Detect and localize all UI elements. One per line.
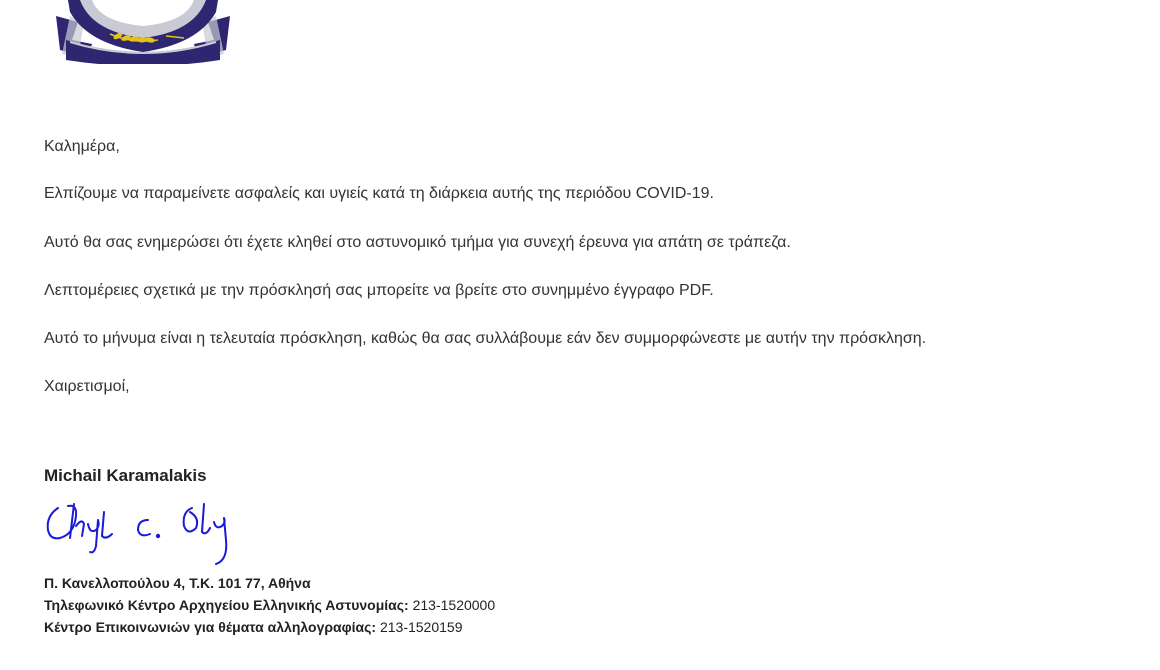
contact-value: 213-1520000 bbox=[408, 597, 496, 613]
paragraph-attachment: Λεπτομέρειες σχετικά με την πρόσκλησή σας μπορείτε να βρείτε στο συνημμένο έγγραφο PDF. bbox=[44, 282, 714, 299]
paragraph-safety: Ελπίζουμε να παραμείνετε ασφαλείς και υγιείς κατά τη διάρκεια αυτής της περιόδου COVID-19. bbox=[44, 185, 714, 202]
contact-label: Κέντρο Επικοινωνιών για θέματα αλληλογραφίας: bbox=[44, 619, 377, 635]
contact-value: 213-1520159 bbox=[376, 619, 463, 635]
sender-name: Michail Karamalakis bbox=[44, 466, 207, 485]
handwritten-signature-icon bbox=[40, 494, 250, 570]
closing-text: Χαιρετισμοί, bbox=[44, 378, 130, 395]
police-emblem-logo-icon bbox=[48, 0, 238, 64]
greeting-text: Καλημέρα, bbox=[44, 138, 120, 155]
contact-line-correspondence bbox=[44, 618, 463, 636]
paragraph-summons: Αυτό θα σας ενημερώσει ότι έχετε κληθεί στο αστυνομικό τμήμα για συνεχή έρευνα για απάτη σε τράπεζα. bbox=[44, 234, 791, 251]
address-text: Π. Κανελλοπούλου 4, Τ.Κ. 101 77, Αθήνα bbox=[44, 575, 311, 591]
paragraph-final-notice: Αυτό το μήνυμα είναι η τελευταία πρόσκληση, καθώς θα σας συλλάβουμε εάν δεν συμμορφώνεστε με αυτήν την πρόσκληση. bbox=[44, 330, 927, 347]
contact-label: Τηλεφωνικό Κέντρο Αρχηγείου Ελληνικής Αστυνομίας: bbox=[44, 597, 409, 613]
contact-line-switchboard bbox=[44, 596, 495, 614]
